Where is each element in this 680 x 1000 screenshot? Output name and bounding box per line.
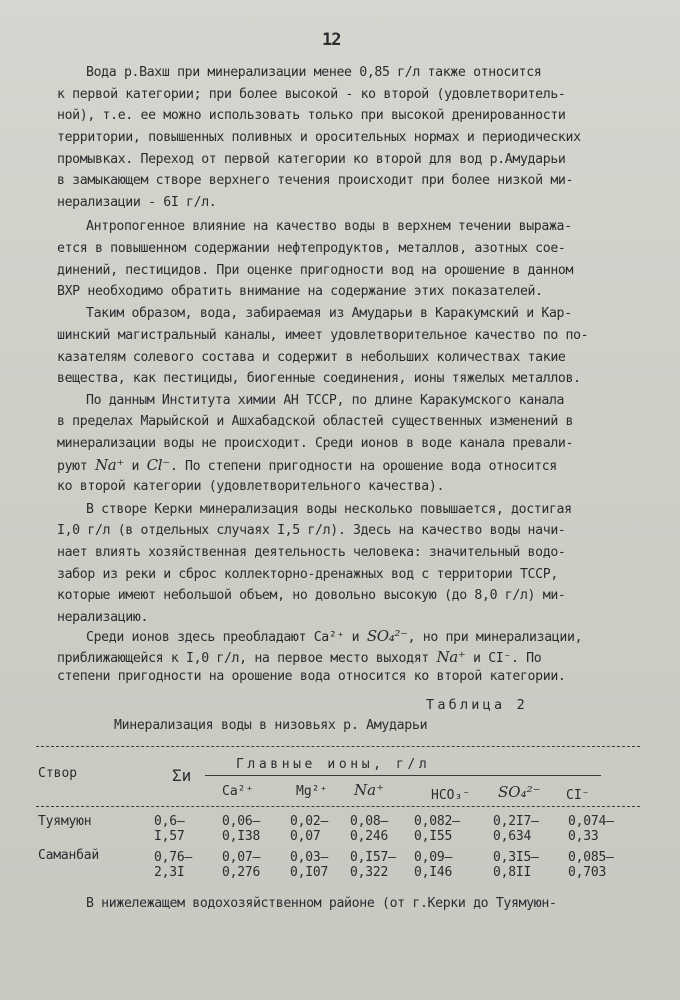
table-cell: 0,08– 0,246	[350, 814, 389, 844]
text-line: степени пригодности на орошение вода относится ко второй категории.	[57, 669, 566, 684]
text-span: и	[123, 459, 147, 474]
table-cell: 0,07– 0,276	[222, 850, 261, 880]
ion-header-cl: CI⁻	[566, 788, 590, 803]
text-line: По данным Института химии АН ТССР, по длине Каракумского канала	[86, 393, 565, 408]
text-line	[57, 649, 541, 667]
text-line: нает влиять хозяйственная деятельность человека: значительный водо-	[57, 545, 566, 560]
ion-header-hco3: HCO₃⁻	[431, 788, 471, 803]
text-span: и	[465, 651, 489, 666]
table-header-rule	[36, 806, 640, 807]
text-span: , но при минерализации,	[407, 630, 583, 645]
text-line: вещества, как пестициды, биогенные соединения, ионы тяжелых металлов.	[57, 371, 581, 386]
text-line: ВХР необходимо обратить внимание на содержание этих показателей.	[57, 284, 543, 299]
text-line: нерализации - 6I г/л.	[57, 195, 217, 210]
text-line: I,0 г/л (в отдельных случаях I,5 г/л). Здесь на качество воды начи-	[57, 523, 566, 538]
ion: Ca²⁺	[313, 630, 345, 645]
text-line: В створе Керки минерализация воды несколько повышается, достигая	[86, 502, 572, 517]
text-line: Вода р.Вахш при минерализации менее 0,85 г/л также относится	[86, 65, 542, 80]
table-cell: 0,082– 0,I55	[414, 814, 460, 844]
handwritten-ion: SO₄²⁻	[366, 627, 408, 645]
table-row-name: Саманбай	[38, 848, 100, 863]
text-line: шинский магистральный каналы, имеет удовлетворительное качество по по-	[57, 328, 589, 343]
table-cell: 0,6– I,57	[154, 814, 185, 844]
table-cell: 0,06– 0,I38	[222, 814, 261, 844]
text-line: территории, повышенных поливных и оросительных нормах и периодических	[57, 130, 581, 145]
text-span: и	[344, 630, 367, 645]
text-line: ной), т.е. ее можно использовать только при высокой дренированности	[57, 108, 566, 123]
table-row-name: Туямуюн	[38, 814, 92, 829]
text-line: промывках. Переход от первой категории ко второй для вод р.Амударьи	[57, 152, 566, 167]
text-line: в замыкающем створе верхнего течения происходит при более низкой ми-	[57, 173, 574, 188]
text-span: Среди ионов здесь преобладают	[86, 630, 314, 645]
text-line: к первой категории; при более высокой - ко второй (удовлетворитель-	[57, 87, 566, 102]
text-line: В нижележащем водохозяйственном районе (от г.Керки до Туямуюн-	[86, 896, 557, 911]
table-cell: 0,03– 0,I07	[290, 850, 329, 880]
table-cell: 0,I57– 0,322	[350, 850, 396, 880]
table-cell: 0,76– 2,3I	[154, 850, 193, 880]
table-cell: 0,085– 0,703	[568, 850, 614, 880]
text-line: Антропогенное влияние на качество воды в верхнем течении выража-	[86, 219, 572, 234]
header-underline	[205, 775, 601, 776]
table-caption: Минерализация воды в низовьях р. Амударьи	[114, 718, 428, 733]
text-span: . По	[510, 651, 542, 666]
text-span: . По степени пригодности на орошение вода относится	[169, 459, 557, 474]
ion: CI⁻	[488, 651, 511, 666]
text-line: которые имеют небольшой объем, но довольно высокую (до 8,0 г/л) ми-	[57, 588, 566, 603]
table-cell: 0,2I7– 0,634	[493, 814, 539, 844]
text-line: в пределах Марыйской и Ашхабадской областей существенных изменений в	[57, 414, 574, 429]
handwritten-ion: Na⁺	[94, 456, 124, 474]
ion-header-mg: Mg²⁺	[296, 784, 328, 799]
text-line: нерализацию.	[57, 610, 149, 625]
table-cell: 0,074– 0,33	[568, 814, 614, 844]
ion-header-ca: Ca²⁺	[222, 784, 254, 799]
table-title: Таблица 2	[426, 697, 528, 713]
text-line: Таким образом, вода, забираемая из Амударьи в Каракумский и Кар-	[86, 306, 572, 321]
ion-header-na: Na⁺	[354, 781, 384, 799]
text-line: динений, пестицидов. При оценке пригодности вод на орошение в данном	[57, 263, 574, 278]
text-line	[86, 628, 582, 646]
page-number: 12	[322, 30, 341, 50]
table-cell: 0,02– 0,07	[290, 814, 329, 844]
text-line: казателям солевого состава и содержит в небольших количествах такие	[57, 350, 566, 365]
text-line: ется в повышенном содержании нефтепродуктов, металлов, азотных сое-	[57, 241, 566, 256]
column-header-sum: Σи	[172, 766, 192, 785]
text-span: приближающейся к I,0 г/л, на первое место выходят	[57, 651, 437, 666]
table-top-rule	[36, 746, 640, 747]
table-cell: 0,3I5– 0,8II	[493, 850, 539, 880]
text-line: забор из реки и сброс коллекторно-дренажных вод с территории ТССР,	[57, 567, 558, 582]
ion-header-so4: SO₄²⁻	[498, 783, 541, 801]
main-ions-header: Главные ионы, г/л	[236, 757, 431, 772]
text-span: руют	[57, 459, 95, 474]
handwritten-ion: Cl⁻	[146, 456, 170, 474]
text-line: ко второй категории (удовлетворительного качества).	[57, 479, 445, 494]
text-line	[57, 457, 557, 475]
handwritten-ion: Na⁺	[436, 648, 466, 666]
table-cell: 0,09– 0,I46	[414, 850, 453, 880]
column-header-stvor: Створ	[38, 766, 78, 781]
text-line: минерализации воды не происходит. Среди ионов в воде канала превали-	[57, 436, 574, 451]
